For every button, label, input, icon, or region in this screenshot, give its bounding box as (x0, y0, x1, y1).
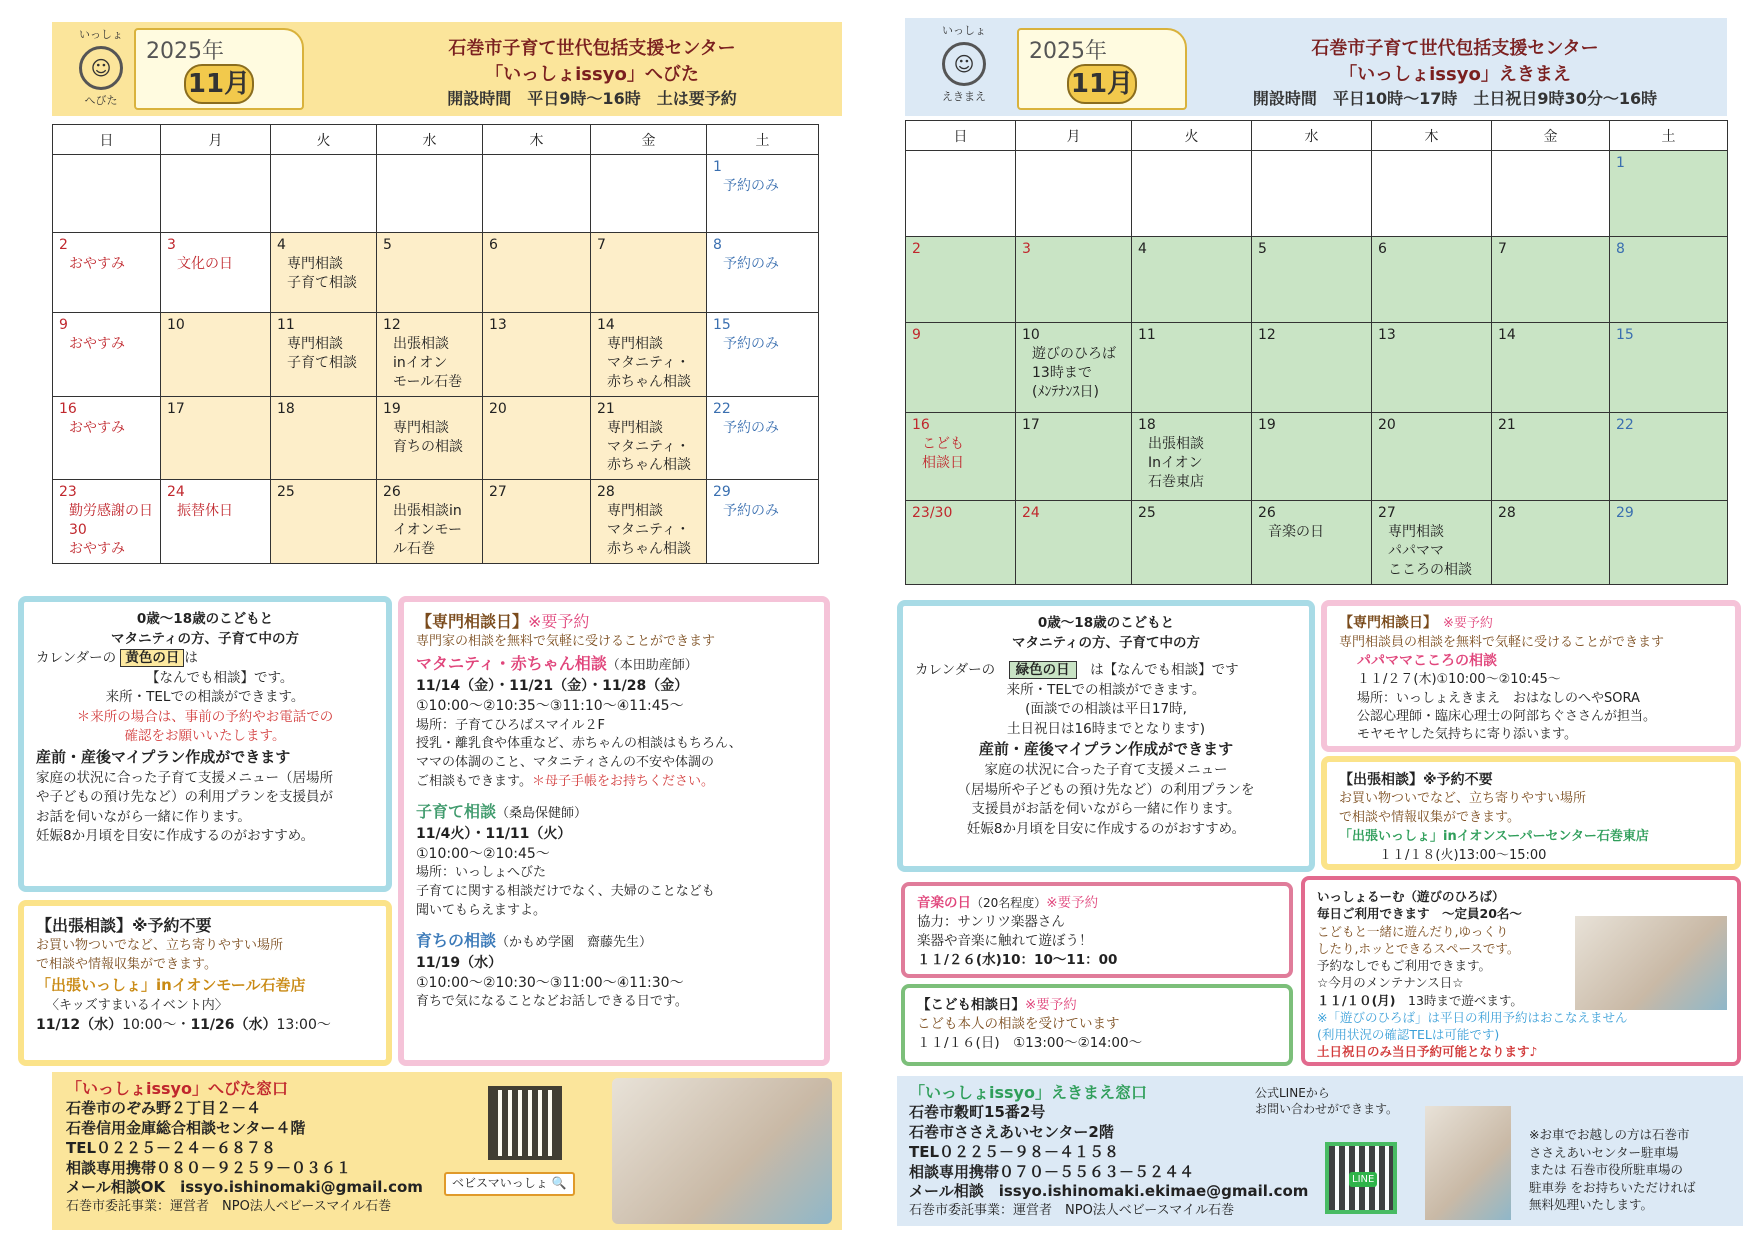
calendar-day-cell (161, 155, 271, 233)
calendar-day-cell (906, 501, 1016, 585)
calendar-day-cell (591, 155, 707, 233)
search-box[interactable]: ベビスマいっしょ 🔍 (444, 1172, 575, 1196)
calendar-day-cell (1016, 237, 1132, 323)
calendar-day-cell (1132, 237, 1252, 323)
day-number: 17 (1022, 417, 1040, 433)
right-special-box: 【専門相談日】 ※要予約 専門相談員の相談を無料で気軽に受けることができます パパママこころの相談 １１/２７(木)①10:00～②10:45～ 場所：いっしょえきまえ おはなしのへやSORA 公認心理師・臨床心理士の阿部ちぐささんが担当。 モヤモヤした気持ちに寄り添います。 (1321, 600, 1741, 752)
calendar-day-cell (483, 480, 591, 564)
day-number: 10 (167, 317, 185, 333)
play-room-photo (1575, 916, 1727, 1010)
day-number: 26 (383, 484, 401, 501)
center-photo (1425, 1106, 1511, 1220)
day-number: 20 (1378, 417, 1396, 433)
day-number: 13 (1378, 327, 1396, 343)
left-header (52, 22, 842, 116)
calendar-day-cell (271, 396, 377, 480)
day-number: 17 (167, 400, 185, 417)
calendar-day-cell (1016, 501, 1132, 585)
day-event: こども 相談日 (922, 436, 964, 471)
day-number: 2 (912, 241, 921, 257)
weekday-header: 水 (1252, 121, 1372, 151)
right-logo: いっしょ ☺ えきまえ (942, 24, 986, 103)
right-month-badge: 2025年 11月 (1017, 28, 1187, 110)
day-event: 出張相談 Inイオン 石巻東店 (1148, 436, 1204, 490)
calendar-day-cell (1132, 501, 1252, 585)
day-number: 16 (912, 417, 930, 433)
calendar-day-cell (1372, 501, 1492, 585)
calendar-day-cell (1016, 323, 1132, 413)
calendar-day-cell (591, 396, 707, 480)
calendar-day-cell (1372, 151, 1492, 237)
left-title: 石巻市子育て世代包括支援センター 「いっしょissyo」へびた 開設時間 平日9時～16時 土は要予約 (447, 38, 737, 108)
calendar-day-cell (483, 396, 591, 480)
calendar-day-cell (377, 233, 483, 313)
calendar-day-cell (483, 233, 591, 313)
calendar-day-cell (906, 413, 1016, 501)
day-number: 7 (597, 237, 606, 253)
day-event: 専門相談 子育て相談 (287, 256, 357, 291)
weekday-header: 木 (1372, 121, 1492, 151)
calendar-day-cell (1610, 323, 1728, 413)
calendar-day-cell (1372, 413, 1492, 501)
right-title: 石巻市子育て世代包括支援センター 「いっしょissyo」えきまえ 開設時間 平日10時～17時 土日祝日9時30分～16時 (1252, 38, 1658, 108)
day-number: 9 (59, 317, 68, 333)
calendar-day-cell (591, 313, 707, 397)
calendar-day-cell (483, 155, 591, 233)
weekday-header: 水 (377, 125, 483, 155)
calendar-day-cell (53, 155, 161, 233)
day-number: 3 (167, 237, 176, 253)
calendar-day-cell (271, 480, 377, 564)
day-event: 遊びのひろば 13時まで (ﾒﾝﾃﾅﾝｽ日) (1032, 346, 1116, 400)
smile-icon: ☺ (942, 42, 986, 86)
day-number: 10 (1022, 327, 1040, 343)
day-number: 1 (713, 159, 722, 175)
calendar-day-cell (1492, 151, 1610, 237)
calendar-day-cell (1252, 151, 1372, 237)
search-icon: 🔍 (551, 1176, 567, 1190)
day-number: 6 (489, 237, 498, 253)
day-event: 専門相談 パパママ こころの相談 (1388, 524, 1472, 578)
calendar-day-cell (1610, 151, 1728, 237)
calendar-day-cell (1252, 501, 1372, 585)
day-number: 28 (1498, 505, 1516, 521)
left-logo: いっしょ ☺ へびた (79, 28, 123, 107)
day-number: 4 (1138, 241, 1147, 257)
day-number: 28 (597, 484, 615, 501)
left-calendar (52, 124, 819, 564)
day-number: 14 (1498, 327, 1516, 343)
calendar-day-cell (1492, 237, 1610, 323)
calendar-day-cell (906, 151, 1016, 237)
calendar-day-cell (161, 233, 271, 313)
day-event: 専門相談 マタニティ・ 赤ちゃん相談 (607, 336, 691, 390)
calendar-day-cell (1252, 237, 1372, 323)
day-number: 29 (713, 484, 731, 501)
calendar-day-cell (161, 396, 271, 480)
day-event: 文化の日 (177, 256, 233, 272)
weekday-header: 火 (271, 125, 377, 155)
day-event: 専門相談 育ちの相談 (393, 419, 463, 455)
day-number: 11 (1138, 327, 1156, 343)
day-event: 専門相談 子育て相談 (287, 336, 357, 371)
weekday-header: 金 (591, 125, 707, 155)
day-event: 予約のみ (723, 419, 779, 436)
calendar-day-cell (591, 480, 707, 564)
day-number: 14 (597, 317, 615, 333)
day-number: 15 (1616, 327, 1634, 343)
weekday-header: 月 (161, 125, 271, 155)
day-number: 11 (277, 317, 295, 333)
day-event: 振替休日 (177, 503, 233, 520)
weekday-header: 火 (1132, 121, 1252, 151)
calendar-day-cell (1372, 237, 1492, 323)
calendar-day-cell (1252, 413, 1372, 501)
day-number: 26 (1258, 505, 1276, 521)
day-number: 19 (1258, 417, 1276, 433)
weekday-header: 日 (906, 121, 1016, 151)
calendar-day-cell (707, 396, 819, 480)
weekday-header: 土 (707, 125, 819, 155)
qr-code-icon[interactable] (488, 1086, 562, 1160)
calendar-day-cell (483, 313, 591, 397)
day-number: 16 (59, 400, 77, 417)
weekday-header: 金 (1492, 121, 1610, 151)
weekday-header: 木 (483, 125, 591, 155)
day-number: 21 (1498, 417, 1516, 433)
day-number: 22 (1616, 417, 1634, 433)
day-number: 12 (383, 317, 401, 333)
calendar-day-cell (1016, 151, 1132, 237)
day-event: おやすみ (69, 419, 125, 436)
day-event: おやすみ (69, 256, 125, 272)
day-event: 出張相談 inイオン モール石巻 (393, 336, 463, 390)
calendar-day-cell (707, 313, 819, 397)
yellow-day-label: 黄色の日 (120, 649, 184, 667)
day-number: 4 (277, 237, 286, 253)
day-number: 18 (277, 400, 295, 417)
day-number: 23 (59, 484, 77, 501)
day-number: 25 (1138, 505, 1156, 521)
calendar-day-cell (1492, 501, 1610, 585)
day-event: 予約のみ (723, 336, 779, 352)
day-number: 8 (1616, 241, 1625, 257)
calendar-day-cell (1132, 413, 1252, 501)
day-number: 9 (912, 327, 921, 343)
calendar-day-cell (1492, 323, 1610, 413)
day-number: 29 (1616, 505, 1634, 521)
calendar-day-cell (1610, 501, 1728, 585)
calendar-day-cell (53, 313, 161, 397)
calendar-day-cell (271, 233, 377, 313)
day-number: 13 (489, 317, 507, 333)
day-number: 18 (1138, 417, 1156, 433)
day-number: 6 (1378, 241, 1387, 257)
day-event: 予約のみ (723, 178, 779, 194)
calendar-day-cell (377, 396, 483, 480)
day-number: 25 (277, 484, 295, 501)
calendar-day-cell (1252, 323, 1372, 413)
right-footer: 「いっしょissyo」えきまえ窓口 石巻市穀町15番2号 石巻市ささえあいセンター2階 TEL０２２５－９８－４１５８ 相談専用携帯０７０－５５６３－５２４４ メール相談 issyo.ishinomaki.ekimae@gmail.com 石巻市委託事業：運営者 NPO法人ベビースマイル石巻 公式LINEから お問い合わせができます。 LINE ※お車でお越しの方は石巻市 ささえあいセンター駐車場 または 石巻市役所駐車場の 駐車券 をお持ちいただければ 無料処理いたします。 (897, 1076, 1743, 1226)
calendar-day-cell (1132, 323, 1252, 413)
weekday-header: 土 (1610, 121, 1728, 151)
day-number: 23/30 (912, 505, 953, 521)
calendar-day-cell (707, 480, 819, 564)
right-calendar (905, 120, 1728, 585)
kids-consult-box: 【こども相談日】※要予約 こども本人の相談を受けています １１/１６(日) ①13:00～②14:00～ (901, 984, 1293, 1066)
day-event: 専門相談 マタニティ・ 赤ちゃん相談 (607, 503, 691, 558)
left-outreach-box: 【出張相談】※予約不要 お買い物ついでなど、立ち寄りやすい場所 で相談や情報収集ができます。 「出張いっしょ」inイオンモール石巻店 〈キッズすまいるイベント内〉 11/12（水）10:00～・11/26（水）13:00～ (18, 900, 392, 1066)
calendar-day-cell (377, 155, 483, 233)
calendar-day-cell (1610, 237, 1728, 323)
day-number: 2 (59, 237, 68, 253)
left-month-badge: 2025年 11月 (134, 28, 304, 110)
weekday-header: 月 (1016, 121, 1132, 151)
day-number: 20 (489, 400, 507, 417)
calendar-day-cell (1372, 323, 1492, 413)
day-event: 音楽の日 (1268, 524, 1324, 540)
weekday-header: 日 (53, 125, 161, 155)
day-event: おやすみ (69, 336, 125, 352)
calendar-day-cell (1132, 151, 1252, 237)
day-number: 24 (167, 484, 185, 501)
day-number: 12 (1258, 327, 1276, 343)
day-event: 出張相談in イオンモー ル石巻 (393, 503, 463, 558)
calendar-day-cell (53, 233, 161, 313)
day-number: 24 (1022, 505, 1040, 521)
calendar-day-cell (1610, 413, 1728, 501)
calendar-day-cell (591, 233, 707, 313)
day-event: 予約のみ (723, 503, 779, 520)
calendar-day-cell (1016, 413, 1132, 501)
calendar-day-cell (906, 237, 1016, 323)
calendar-day-cell (377, 480, 483, 564)
calendar-day-cell (53, 480, 161, 564)
day-number: 19 (383, 400, 401, 417)
day-event: 勤労感謝の日 30 おやすみ (69, 503, 153, 558)
day-number: 7 (1498, 241, 1507, 257)
right-header (905, 18, 1727, 116)
calendar-day-cell (161, 480, 271, 564)
day-number: 27 (1378, 505, 1396, 521)
day-event: 専門相談 マタニティ・ 赤ちゃん相談 (607, 419, 691, 474)
calendar-day-cell (707, 155, 819, 233)
day-number: 22 (713, 400, 731, 417)
calendar-day-cell (377, 313, 483, 397)
music-day-box: 音楽の日（20名程度）※要予約 協力：サンリツ楽器さん 楽器や音楽に触れて遊ぼう！ １１/２６(水)10：10～11：00 (901, 882, 1293, 978)
day-number: 1 (1616, 155, 1625, 171)
left-footer: 「いっしょissyo」へびた窓口 石巻市のぞみ野２丁目２－４ 石巻信用金庫総合相談センター４階 TEL０２２５－２４－６８７８ 相談専用携帯０８０－９２５９－０３６１ メール相談OK issyo.ishinomaki@gmail.com 石巻市委託事業：運営者 NPO法人ベビースマイル石巻 ベビスマいっしょ 🔍 (52, 1072, 842, 1230)
day-number: 5 (1258, 241, 1267, 257)
room-photo (612, 1078, 832, 1224)
day-number: 27 (489, 484, 507, 501)
calendar-day-cell (906, 323, 1016, 413)
play-room-box: いっしょるーむ（遊びのひろば） 毎日ご利用できます ～定員20名～ こどもと一緒に遊んだり,ゆっくり したり,ホッとできるスペースです。 予約なしでもご利用できます。 ☆今月のメンテナンス日☆ １１/１０(月) 13時まで遊べます。 ※「遊びのひろば」は平日の利用予約はおこなえません (利用状況の確認TELは可能です) 土日祝日のみ当日予約可能となります♪ (1301, 876, 1741, 1066)
right-outreach-box: 【出張相談】※予約不要 お買い物ついでなど、立ち寄りやすい場所 で相談や情報収集ができます。 「出張いっしょ」inイオンスーパーセンター石巻東店 １１/１８(火)13:00～15:00 (1321, 756, 1741, 870)
line-icon: LINE (1349, 1172, 1377, 1187)
day-number: 15 (713, 317, 731, 333)
smile-icon: ☺ (79, 46, 123, 90)
calendar-day-cell (271, 155, 377, 233)
calendar-day-cell (1492, 413, 1610, 501)
calendar-day-cell (161, 313, 271, 397)
left-info-box: 0歳～18歳のこどもと マタニティの方、子育て中の方 カレンダーの 黄色の日 は 【なんでも相談】です。 来所・TELでの相談ができます。 ＊来所の場合は、事前の予約やお電話での 確認をお願いいたします。 産前・産後マイプラン作成ができます 家庭の状況に合った子育て支援メニュー（居場所 や子どもの預け先など）の利用プランを支援員が お話を伺いながら一緒に作ります。 妊娠8か月頃を目安に作成するのがおすすめ。 (18, 596, 392, 892)
left-special-box: 【専門相談日】※要予約 専門家の相談を無料で気軽に受けることができます マタニティ・赤ちゃん相談（本田助産師） 11/14（金）・11/21（金）・11/28（金） ①10:00～②10:35～③11:10～④11:45～ 場所：子育てひろばスマイル２F 授乳・離乳食や体重など、赤ちゃんの相談はもちろん、 ママの体調のこと、マタニティさんの不安や体調の ご相談もできます。＊母子手帳をお持ちください。 子育て相談（桑島保健師） 11/4火）・11/11（火） ①10:00～②10:45～ 場所：いっしょへびた 子育てに関する相談だけでなく、夫婦のことなども 聞いてもらえますよ。 育ちの相談（かもめ学園 齋藤先生） 11/19（水） ①10:00～②10:30～③11:00～④11:30～ 育ちで気になることなどお話しできる日です。 (398, 596, 830, 1066)
calendar-day-cell (53, 396, 161, 480)
day-number: 3 (1022, 241, 1031, 257)
day-number: 5 (383, 237, 392, 253)
right-info-box: 0歳～18歳のこどもと マタニティの方、子育て中の方 カレンダーの 緑色の日 は【なんでも相談】です 来所・TELでの相談ができます。 (面談での相談は平日17時, 土日祝日は16時までとなります) 産前・産後マイプラン作成ができます 家庭の状況に合った子育て支援メニュー （居場所や子どもの預け先など）の利用プランを 支援員がお話を伺いながら一緒に作ります。 妊娠8か月頃を目安に作成するのがおすすめ。 (897, 600, 1315, 872)
day-number: 8 (713, 237, 722, 253)
green-day-label: 緑色の日 (1009, 661, 1077, 679)
day-event: 予約のみ (723, 256, 779, 272)
day-number: 21 (597, 400, 615, 417)
calendar-day-cell (707, 233, 819, 313)
calendar-day-cell (271, 313, 377, 397)
